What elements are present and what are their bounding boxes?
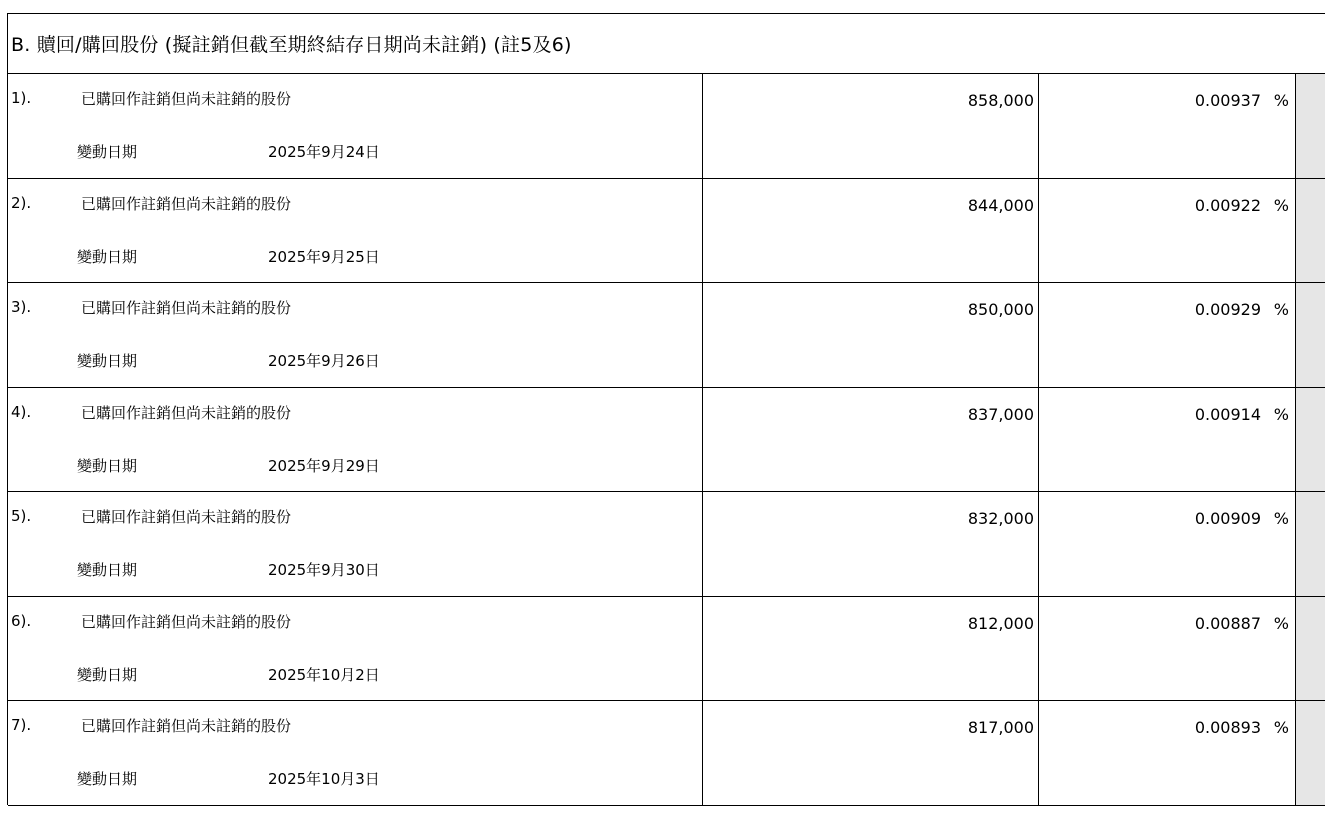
change-date-label: 變動日期 [77, 143, 138, 161]
row-description: 已購回作註銷但尚未註銷的股份 [81, 90, 292, 108]
percent-cell [1039, 283, 1296, 387]
percent-sign: % [1273, 300, 1289, 319]
row-description: 已購回作註銷但尚未註銷的股份 [81, 194, 292, 213]
shares-cell [703, 179, 1039, 283]
row-description: 已購回作註銷但尚未註銷的股份 [81, 717, 292, 735]
percent-sign: % [1273, 91, 1289, 110]
shares-value: 837,000 [967, 404, 1034, 424]
description-cell [8, 74, 703, 178]
change-date-label: 變動日期 [77, 247, 138, 266]
change-date-label: 變動日期 [77, 665, 138, 684]
percent-value: 0.00893 [1194, 718, 1261, 737]
row-index: 6). [11, 611, 32, 630]
table-row [8, 283, 1325, 388]
change-date-value: 2025年9月24日 [268, 143, 380, 161]
change-date-value: 2025年9月25日 [268, 247, 380, 266]
table-row [8, 388, 1325, 493]
percent-sign: % [1273, 404, 1289, 424]
row-description: 已購回作註銷但尚未註銷的股份 [81, 612, 292, 631]
shares-value: 844,000 [967, 195, 1034, 215]
change-date-value: 2025年9月26日 [268, 352, 380, 370]
percent-cell [1039, 701, 1296, 805]
description-cell [8, 179, 703, 283]
table-body [8, 74, 1325, 806]
row-index: 3). [11, 298, 32, 316]
row-description: 已購回作註銷但尚未註銷的股份 [81, 403, 292, 422]
shares-cell [703, 388, 1039, 492]
table-row [8, 179, 1325, 284]
shares-cell [703, 283, 1039, 387]
shaded-cell [1296, 179, 1325, 283]
table-row [8, 74, 1325, 179]
change-date-label: 變動日期 [77, 770, 138, 788]
percent-value: 0.00937 [1194, 91, 1261, 110]
change-date-value: 2025年10月3日 [268, 770, 380, 788]
percent-sign: % [1273, 509, 1289, 528]
row-description: 已購回作註銷但尚未註銷的股份 [81, 299, 292, 317]
description-cell [8, 492, 703, 596]
shares-value: 850,000 [967, 300, 1034, 319]
shares-value: 858,000 [967, 91, 1034, 110]
shares-cell [703, 597, 1039, 701]
shares-cell [703, 492, 1039, 596]
percent-value: 0.00929 [1194, 300, 1261, 319]
change-date-label: 變動日期 [77, 456, 138, 475]
table-row [8, 492, 1325, 597]
description-cell [8, 701, 703, 805]
row-index: 7). [11, 716, 32, 734]
shares-cell [703, 74, 1039, 178]
table-row [8, 597, 1325, 702]
table-row [8, 701, 1325, 806]
percent-cell [1039, 597, 1296, 701]
percent-value: 0.00914 [1194, 404, 1261, 424]
shaded-cell [1296, 492, 1325, 596]
shares-cell [703, 701, 1039, 805]
change-date-value: 2025年9月30日 [268, 561, 380, 579]
shaded-cell [1296, 388, 1325, 492]
change-date-label: 變動日期 [77, 561, 138, 579]
percent-sign: % [1273, 195, 1289, 215]
shaded-cell [1296, 597, 1325, 701]
percent-cell [1039, 492, 1296, 596]
shares-value: 832,000 [967, 509, 1034, 528]
shaded-cell [1296, 701, 1325, 805]
row-index: 1). [11, 89, 32, 107]
description-cell [8, 388, 703, 492]
row-index: 2). [11, 193, 32, 212]
percent-value: 0.00922 [1194, 195, 1261, 215]
percent-sign: % [1273, 613, 1289, 633]
section-title: B. 贖回/購回股份 (擬註銷但截至期終結存日期尚未註銷) (註5及6) [8, 14, 1325, 74]
row-index: 5). [11, 507, 32, 525]
change-date-value: 2025年9月29日 [268, 456, 380, 475]
shares-value: 817,000 [967, 718, 1034, 737]
change-date-value: 2025年10月2日 [268, 665, 380, 684]
percent-sign: % [1273, 718, 1289, 737]
percent-cell [1039, 74, 1296, 178]
row-index: 4). [11, 402, 32, 421]
row-description: 已購回作註銷但尚未註銷的股份 [81, 508, 292, 526]
change-date-label: 變動日期 [77, 352, 138, 370]
percent-value: 0.00887 [1194, 613, 1261, 633]
percent-cell [1039, 388, 1296, 492]
shaded-cell [1296, 74, 1325, 178]
repurchase-table [7, 13, 1325, 805]
percent-value: 0.00909 [1194, 509, 1261, 528]
percent-cell [1039, 179, 1296, 283]
description-cell [8, 597, 703, 701]
description-cell [8, 283, 703, 387]
shares-value: 812,000 [967, 613, 1034, 633]
shaded-cell [1296, 283, 1325, 387]
